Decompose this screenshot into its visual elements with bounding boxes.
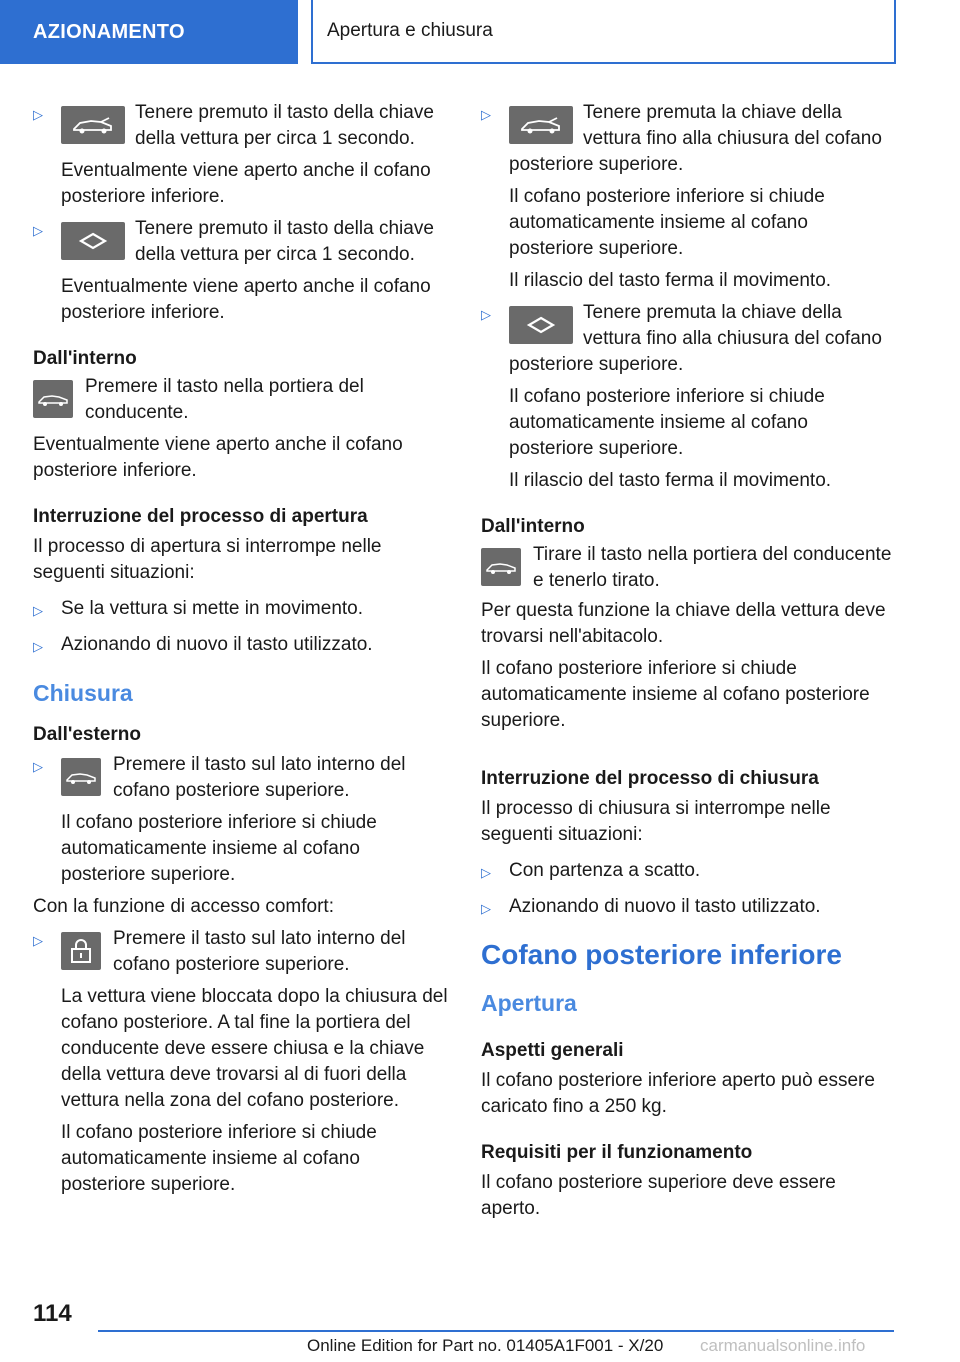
- bullet-marker: ▷: [33, 107, 43, 122]
- right-column: [481, 100, 896, 1222]
- car-tailgate-small-icon: [481, 548, 521, 586]
- page-number: 114: [33, 1300, 72, 1327]
- bullet-marker: ▷: [33, 223, 43, 238]
- watermark: carmanualsonline.info: [700, 1336, 866, 1355]
- note-text: Il cofano posteriore inferiore si chiude automaticamente insieme al cofano posteriore superiore.: [61, 1122, 377, 1195]
- instruction-text: Tenere premuto il tasto della chiave della vettura per circa 1 secondo.: [135, 218, 434, 265]
- instruction-text: Premere il tasto nella portiera del conducente.: [85, 376, 364, 423]
- bullet-marker: ▷: [33, 603, 43, 618]
- instruction-text: Premere il tasto sul lato interno del cofano posteriore superiore.: [113, 754, 406, 801]
- note-text: Il cofano posteriore inferiore si chiude automaticamente insieme al cofano posteriore superiore.: [61, 812, 377, 885]
- list-item: [481, 858, 896, 884]
- page-title: Apertura e chiusura: [311, 0, 896, 64]
- paragraph: Il processo di apertura si interrompe nelle seguenti situazioni:: [33, 536, 382, 583]
- car-tailgate-small-icon: [33, 380, 73, 418]
- list-text: Azionando di nuovo il tasto utilizzato.: [509, 896, 821, 917]
- subheading: Dall'esterno: [33, 724, 141, 745]
- section-heading: Chiusura: [33, 680, 133, 706]
- instruction-text: Tirare il tasto nella portiera del conducente e tenerlo tirato.: [533, 544, 892, 591]
- subheading: Requisiti per il funzionamento: [481, 1142, 753, 1163]
- diamond-icon: [61, 222, 125, 260]
- note-text: Eventualmente viene aperto anche il cofano posteriore inferiore.: [61, 160, 431, 207]
- list-text: Azionando di nuovo il tasto utilizzato.: [61, 634, 373, 655]
- instruction-text: Tenere premuto il tasto della chiave della vettura per circa 1 secondo.: [135, 102, 434, 149]
- bullet-marker: ▷: [33, 759, 43, 774]
- note-text: Il cofano posteriore inferiore si chiude automaticamente insieme al cofano posteriore superiore.: [509, 186, 825, 259]
- note-text: Il cofano posteriore inferiore si chiude automaticamente insieme al cofano posteriore superiore.: [481, 658, 870, 731]
- list-item: [33, 752, 448, 888]
- bullet-marker: ▷: [481, 107, 491, 122]
- list-item: [481, 100, 896, 294]
- section-heading: Apertura: [481, 990, 577, 1016]
- list-item: [481, 300, 896, 494]
- subheading: Dall'interno: [481, 516, 585, 537]
- footer-edition: Online Edition for Part no. 01405A1F001 - X/20: [307, 1336, 664, 1355]
- bullet-marker: ▷: [481, 307, 491, 322]
- list-item: [481, 894, 896, 920]
- note-text: Il rilascio del tasto ferma il movimento.: [509, 270, 832, 291]
- list-item: [33, 926, 448, 1198]
- paragraph: Il processo di chiusura si interrompe nelle seguenti situazioni:: [481, 798, 831, 845]
- bullet-marker: ▷: [33, 933, 43, 948]
- instruction-text: Premere il tasto sul lato interno del cofano posteriore superiore.: [113, 928, 406, 975]
- note-text: Eventualmente viene aperto anche il cofano posteriore inferiore.: [61, 276, 431, 323]
- section-tab: AZIONAMENTO: [0, 0, 298, 64]
- chapter-heading: Cofano posteriore inferiore: [481, 939, 842, 970]
- paragraph: Il cofano posteriore inferiore aperto può essere caricato fino a 250 kg.: [481, 1070, 875, 1117]
- subheading: Interruzione del processo di chiusura: [481, 768, 819, 789]
- lock-icon: [61, 932, 101, 970]
- list-item: [33, 632, 448, 658]
- subheading: Interruzione del processo di apertura: [33, 506, 368, 527]
- paragraph: Il cofano posteriore superiore deve essere aperto.: [481, 1172, 836, 1219]
- diamond-icon: [509, 306, 573, 344]
- note-text: Il rilascio del tasto ferma il movimento.: [509, 470, 832, 491]
- note-text: La vettura viene bloccata dopo la chiusura del cofano posteriore. A tal fine la portiera del conducente deve essere chiusa e la chiave della vettura deve trovarsi al di fuori della vettura nella zona del cofano posteriore.: [61, 986, 448, 1111]
- list-text: Se la vettura si mette in movimento.: [61, 598, 364, 619]
- instruction-text: Tenere premuta la chiave della vettura fino alla chiusura del cofano posteriore superiore.: [509, 102, 882, 175]
- note-text: Per questa funzione la chiave della vettura deve trovarsi nell'abitacolo.: [481, 600, 886, 647]
- list-item: [33, 596, 448, 622]
- bullet-marker: ▷: [33, 639, 43, 654]
- note-text: Il cofano posteriore inferiore si chiude automaticamente insieme al cofano posteriore superiore.: [509, 386, 825, 459]
- subheading: Aspetti generali: [481, 1040, 624, 1061]
- car-tailgate-icon: [61, 106, 125, 144]
- footer-divider: [98, 1330, 894, 1332]
- paragraph: Con la funzione di accesso comfort:: [33, 896, 334, 917]
- car-tailgate-small-icon: [61, 758, 101, 796]
- note-text: Eventualmente viene aperto anche il cofano posteriore inferiore.: [33, 434, 403, 481]
- instruction-text: Tenere premuta la chiave della vettura fino alla chiusura del cofano posteriore superiore.: [509, 302, 882, 375]
- list-item: [33, 100, 448, 210]
- bullet-marker: ▷: [481, 865, 491, 880]
- bullet-marker: ▷: [481, 901, 491, 916]
- left-column: [33, 100, 448, 1198]
- car-tailgate-icon: [509, 106, 573, 144]
- info-block: [33, 374, 448, 426]
- list-text: Con partenza a scatto.: [509, 860, 701, 881]
- list-item: [33, 216, 448, 326]
- info-block: [481, 542, 896, 594]
- subheading: Dall'interno: [33, 348, 137, 369]
